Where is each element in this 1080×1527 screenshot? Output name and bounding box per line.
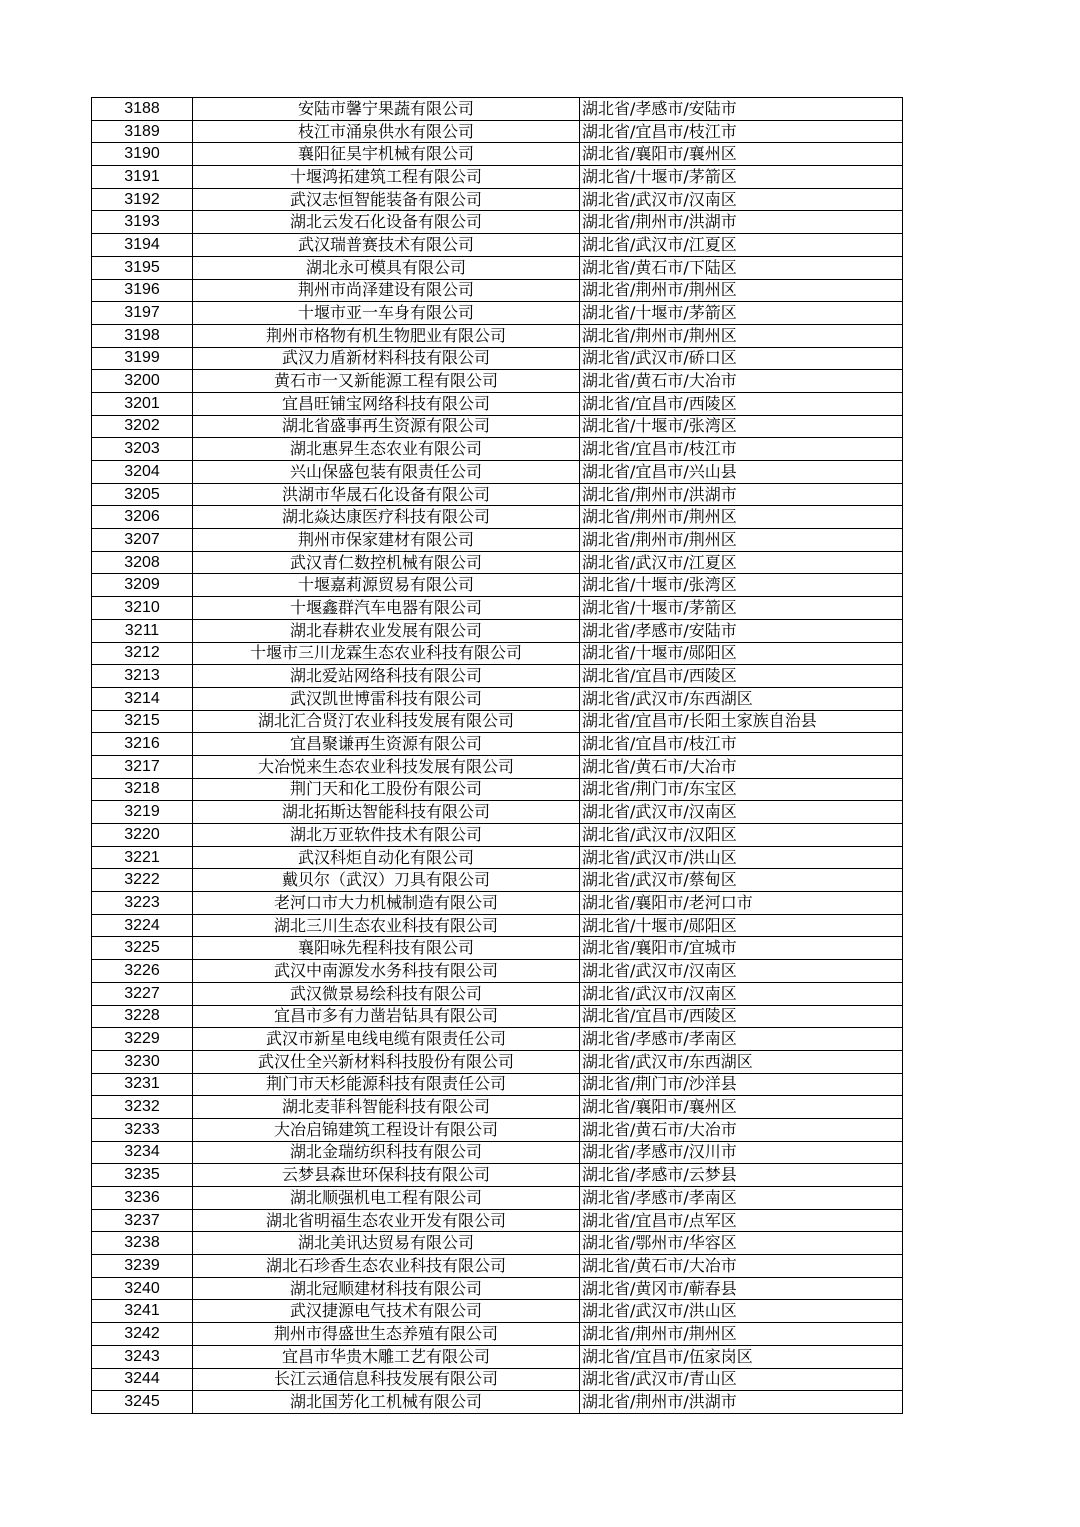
table-row (92, 597, 903, 620)
row-number: 3245 (92, 1391, 193, 1414)
row-number: 3208 (92, 551, 193, 574)
table-row (92, 506, 903, 529)
company-name: 武汉青仁数控机械有限公司 (193, 551, 580, 574)
table-row (92, 1209, 903, 1232)
region-path: 湖北省/宜昌市/枝江市 (580, 733, 903, 756)
region-path: 湖北省/宜昌市/枝江市 (580, 120, 903, 143)
row-number: 3201 (92, 392, 193, 415)
region-path: 湖北省/武汉市/汉南区 (580, 188, 903, 211)
company-name: 湖北春耕农业发展有限公司 (193, 619, 580, 642)
region-path: 湖北省/孝感市/汉川市 (580, 1141, 903, 1164)
table-row (92, 733, 903, 756)
row-number: 3241 (92, 1300, 193, 1323)
company-name: 武汉凯世博雷科技有限公司 (193, 687, 580, 710)
table-row (92, 1118, 903, 1141)
table-row (92, 1277, 903, 1300)
row-number: 3226 (92, 960, 193, 983)
region-path: 湖北省/荆州市/荆州区 (580, 529, 903, 552)
row-number: 3222 (92, 869, 193, 892)
row-number: 3243 (92, 1345, 193, 1368)
table-row (92, 1300, 903, 1323)
row-number: 3210 (92, 597, 193, 620)
row-number: 3220 (92, 824, 193, 847)
company-name: 湖北永可模具有限公司 (193, 256, 580, 279)
company-name: 十堰嘉莉源贸易有限公司 (193, 574, 580, 597)
row-number: 3211 (92, 619, 193, 642)
region-path: 湖北省/黄石市/下陆区 (580, 256, 903, 279)
region-path: 湖北省/襄阳市/襄州区 (580, 143, 903, 166)
company-name: 荆州市格物有机生物肥业有限公司 (193, 324, 580, 347)
table-row (92, 1050, 903, 1073)
region-path: 湖北省/孝感市/安陆市 (580, 619, 903, 642)
row-number: 3239 (92, 1255, 193, 1278)
company-name: 武汉捷源电气技术有限公司 (193, 1300, 580, 1323)
table-row (92, 642, 903, 665)
region-path: 湖北省/十堰市/茅箭区 (580, 166, 903, 189)
table-row (92, 755, 903, 778)
table-row (92, 982, 903, 1005)
table-row (92, 1232, 903, 1255)
company-name: 湖北麦菲科智能科技有限公司 (193, 1096, 580, 1119)
company-name: 枝江市涌泉供水有限公司 (193, 120, 580, 143)
company-name: 湖北汇合贤汀农业科技发展有限公司 (193, 710, 580, 733)
company-name: 湖北三川生态农业科技有限公司 (193, 914, 580, 937)
region-path: 湖北省/十堰市/郧阳区 (580, 642, 903, 665)
table-row (92, 1323, 903, 1346)
row-number: 3238 (92, 1232, 193, 1255)
region-path: 湖北省/宜昌市/兴山县 (580, 461, 903, 484)
table-row (92, 619, 903, 642)
row-number: 3214 (92, 687, 193, 710)
region-path: 湖北省/武汉市/江夏区 (580, 551, 903, 574)
region-path: 湖北省/武汉市/江夏区 (580, 234, 903, 257)
table-row (92, 279, 903, 302)
region-path: 湖北省/武汉市/东西湖区 (580, 687, 903, 710)
region-path: 湖北省/十堰市/茅箭区 (580, 302, 903, 325)
table-row (92, 188, 903, 211)
company-name: 湖北云发石化设备有限公司 (193, 211, 580, 234)
table-row (92, 166, 903, 189)
region-path: 湖北省/十堰市/张湾区 (580, 415, 903, 438)
region-path: 湖北省/武汉市/汉阳区 (580, 824, 903, 847)
table-row (92, 120, 903, 143)
table-row (92, 892, 903, 915)
table-row (92, 1255, 903, 1278)
company-name: 武汉科炬自动化有限公司 (193, 846, 580, 869)
region-path: 湖北省/十堰市/茅箭区 (580, 597, 903, 620)
table-row (92, 461, 903, 484)
table-row (92, 687, 903, 710)
region-path: 湖北省/武汉市/青山区 (580, 1368, 903, 1391)
region-path: 湖北省/荆州市/洪湖市 (580, 1391, 903, 1414)
row-number: 3188 (92, 98, 193, 121)
company-name: 湖北石珍香生态农业科技有限公司 (193, 1255, 580, 1278)
region-path: 湖北省/荆州市/荆州区 (580, 506, 903, 529)
row-number: 3206 (92, 506, 193, 529)
row-number: 3235 (92, 1164, 193, 1187)
company-name: 武汉志恒智能装备有限公司 (193, 188, 580, 211)
region-path: 湖北省/荆州市/洪湖市 (580, 483, 903, 506)
company-name: 湖北焱达康医疗科技有限公司 (193, 506, 580, 529)
table-row (92, 574, 903, 597)
region-path: 湖北省/襄阳市/宜城市 (580, 937, 903, 960)
region-path: 湖北省/孝感市/孝南区 (580, 1028, 903, 1051)
row-number: 3237 (92, 1209, 193, 1232)
table-row (92, 347, 903, 370)
table-row (92, 1141, 903, 1164)
company-name: 湖北金瑞纺织科技有限公司 (193, 1141, 580, 1164)
table-row (92, 302, 903, 325)
table-row (92, 801, 903, 824)
company-name: 荆州市得盛世生态养殖有限公司 (193, 1323, 580, 1346)
table-row (92, 1096, 903, 1119)
table-row (92, 937, 903, 960)
row-number: 3203 (92, 438, 193, 461)
table-row (92, 370, 903, 393)
company-name: 十堰市亚一车身有限公司 (193, 302, 580, 325)
company-name: 安陆市馨宁果蔬有限公司 (193, 98, 580, 121)
table-row (92, 392, 903, 415)
company-name: 长江云通信息科技发展有限公司 (193, 1368, 580, 1391)
company-name: 襄阳征昊宇机械有限公司 (193, 143, 580, 166)
company-name: 大冶启锦建筑工程设计有限公司 (193, 1118, 580, 1141)
region-path: 湖北省/黄石市/大冶市 (580, 1255, 903, 1278)
row-number: 3195 (92, 256, 193, 279)
table-row (92, 824, 903, 847)
row-number: 3215 (92, 710, 193, 733)
company-name: 湖北省盛事再生资源有限公司 (193, 415, 580, 438)
company-name: 十堰市三川龙霖生态农业科技有限公司 (193, 642, 580, 665)
region-path: 湖北省/宜昌市/点军区 (580, 1209, 903, 1232)
company-name: 兴山保盛包装有限责任公司 (193, 461, 580, 484)
table-row (92, 98, 903, 121)
row-number: 3227 (92, 982, 193, 1005)
company-name: 襄阳咏先程科技有限公司 (193, 937, 580, 960)
company-name: 戴贝尔（武汉）刀具有限公司 (193, 869, 580, 892)
row-number: 3225 (92, 937, 193, 960)
row-number: 3204 (92, 461, 193, 484)
region-path: 湖北省/孝感市/云梦县 (580, 1164, 903, 1187)
row-number: 3209 (92, 574, 193, 597)
company-name: 十堰鑫群汽车电器有限公司 (193, 597, 580, 620)
table-row (92, 1368, 903, 1391)
row-number: 3233 (92, 1118, 193, 1141)
row-number: 3234 (92, 1141, 193, 1164)
table-row (92, 960, 903, 983)
company-name: 云梦县森世环保科技有限公司 (193, 1164, 580, 1187)
company-list-table (91, 97, 903, 1414)
company-name: 荆州市尚泽建设有限公司 (193, 279, 580, 302)
table-row (92, 234, 903, 257)
region-path: 湖北省/孝感市/孝南区 (580, 1187, 903, 1210)
company-name: 湖北惠昇生态农业有限公司 (193, 438, 580, 461)
row-number: 3205 (92, 483, 193, 506)
region-path: 湖北省/宜昌市/长阳土家族自治县 (580, 710, 903, 733)
row-number: 3236 (92, 1187, 193, 1210)
region-path: 湖北省/荆门市/沙洋县 (580, 1073, 903, 1096)
table-row (92, 1391, 903, 1414)
row-number: 3202 (92, 415, 193, 438)
company-name: 武汉瑞普赛技术有限公司 (193, 234, 580, 257)
company-name: 武汉中南源发水务科技有限公司 (193, 960, 580, 983)
company-name: 洪湖市华晟石化设备有限公司 (193, 483, 580, 506)
row-number: 3199 (92, 347, 193, 370)
row-number: 3196 (92, 279, 193, 302)
table-body (92, 98, 903, 1414)
region-path: 湖北省/宜昌市/枝江市 (580, 438, 903, 461)
row-number: 3213 (92, 665, 193, 688)
row-number: 3244 (92, 1368, 193, 1391)
region-path: 湖北省/黄石市/大冶市 (580, 370, 903, 393)
region-path: 湖北省/武汉市/洪山区 (580, 846, 903, 869)
region-path: 湖北省/荆州市/洪湖市 (580, 211, 903, 234)
row-number: 3223 (92, 892, 193, 915)
region-path: 湖北省/荆门市/东宝区 (580, 778, 903, 801)
company-name: 湖北顺强机电工程有限公司 (193, 1187, 580, 1210)
row-number: 3190 (92, 143, 193, 166)
company-name: 宜昌旺铺宝网络科技有限公司 (193, 392, 580, 415)
table-row (92, 1345, 903, 1368)
table-row (92, 211, 903, 234)
company-name: 湖北冠顺建材科技有限公司 (193, 1277, 580, 1300)
table-row (92, 1187, 903, 1210)
row-number: 3232 (92, 1096, 193, 1119)
table-row (92, 483, 903, 506)
region-path: 湖北省/鄂州市/华容区 (580, 1232, 903, 1255)
row-number: 3242 (92, 1323, 193, 1346)
row-number: 3230 (92, 1050, 193, 1073)
row-number: 3231 (92, 1073, 193, 1096)
table-row (92, 143, 903, 166)
table-row (92, 710, 903, 733)
company-name: 湖北国芳化工机械有限公司 (193, 1391, 580, 1414)
region-path: 湖北省/武汉市/汉南区 (580, 801, 903, 824)
region-path: 湖北省/宜昌市/西陵区 (580, 665, 903, 688)
table-row (92, 869, 903, 892)
row-number: 3189 (92, 120, 193, 143)
region-path: 湖北省/十堰市/张湾区 (580, 574, 903, 597)
region-path: 湖北省/十堰市/郧阳区 (580, 914, 903, 937)
table-row (92, 415, 903, 438)
table-row (92, 1164, 903, 1187)
table-row (92, 1005, 903, 1028)
region-path: 湖北省/荆州市/荆州区 (580, 1323, 903, 1346)
region-path: 湖北省/襄阳市/老河口市 (580, 892, 903, 915)
row-number: 3212 (92, 642, 193, 665)
region-path: 湖北省/黄石市/大冶市 (580, 755, 903, 778)
row-number: 3228 (92, 1005, 193, 1028)
company-name: 武汉力盾新材料科技有限公司 (193, 347, 580, 370)
company-name: 荆门市天杉能源科技有限责任公司 (193, 1073, 580, 1096)
region-path: 湖北省/武汉市/硚口区 (580, 347, 903, 370)
company-name: 武汉市新星电线电缆有限责任公司 (193, 1028, 580, 1051)
row-number: 3218 (92, 778, 193, 801)
region-path: 湖北省/荆州市/荆州区 (580, 324, 903, 347)
row-number: 3193 (92, 211, 193, 234)
table-row (92, 1028, 903, 1051)
row-number: 3217 (92, 755, 193, 778)
company-name: 武汉微景易绘科技有限公司 (193, 982, 580, 1005)
table-row (92, 529, 903, 552)
company-name: 荆州市保家建材有限公司 (193, 529, 580, 552)
company-name: 湖北拓斯达智能科技有限公司 (193, 801, 580, 824)
region-path: 湖北省/黄石市/大冶市 (580, 1118, 903, 1141)
row-number: 3192 (92, 188, 193, 211)
row-number: 3198 (92, 324, 193, 347)
row-number: 3216 (92, 733, 193, 756)
region-path: 湖北省/宜昌市/伍家岗区 (580, 1345, 903, 1368)
region-path: 湖北省/武汉市/东西湖区 (580, 1050, 903, 1073)
table-row (92, 551, 903, 574)
region-path: 湖北省/孝感市/安陆市 (580, 98, 903, 121)
region-path: 湖北省/襄阳市/襄州区 (580, 1096, 903, 1119)
table-row (92, 256, 903, 279)
company-name: 宜昌市多有力凿岩钻具有限公司 (193, 1005, 580, 1028)
company-name: 湖北万亚软件技术有限公司 (193, 824, 580, 847)
row-number: 3191 (92, 166, 193, 189)
row-number: 3207 (92, 529, 193, 552)
row-number: 3224 (92, 914, 193, 937)
region-path: 湖北省/武汉市/蔡甸区 (580, 869, 903, 892)
company-name: 十堰鸿拓建筑工程有限公司 (193, 166, 580, 189)
row-number: 3240 (92, 1277, 193, 1300)
company-name: 湖北省明福生态农业开发有限公司 (193, 1209, 580, 1232)
row-number: 3221 (92, 846, 193, 869)
row-number: 3200 (92, 370, 193, 393)
region-path: 湖北省/武汉市/洪山区 (580, 1300, 903, 1323)
region-path: 湖北省/黄冈市/蕲春县 (580, 1277, 903, 1300)
region-path: 湖北省/武汉市/汉南区 (580, 960, 903, 983)
region-path: 湖北省/宜昌市/西陵区 (580, 1005, 903, 1028)
row-number: 3197 (92, 302, 193, 325)
table-row (92, 914, 903, 937)
row-number: 3219 (92, 801, 193, 824)
region-path: 湖北省/荆州市/荆州区 (580, 279, 903, 302)
table-row (92, 846, 903, 869)
company-name: 湖北爱站网络科技有限公司 (193, 665, 580, 688)
company-name: 湖北美讯达贸易有限公司 (193, 1232, 580, 1255)
table-row (92, 438, 903, 461)
company-name: 大冶悦来生态农业科技发展有限公司 (193, 755, 580, 778)
region-path: 湖北省/宜昌市/西陵区 (580, 392, 903, 415)
row-number: 3194 (92, 234, 193, 257)
row-number: 3229 (92, 1028, 193, 1051)
table-row (92, 778, 903, 801)
table-row (92, 324, 903, 347)
table-row (92, 1073, 903, 1096)
table-row (92, 665, 903, 688)
company-name: 老河口市大力机械制造有限公司 (193, 892, 580, 915)
company-name: 宜昌聚谦再生资源有限公司 (193, 733, 580, 756)
company-name: 荆门天和化工股份有限公司 (193, 778, 580, 801)
company-name: 宜昌市华贵木雕工艺有限公司 (193, 1345, 580, 1368)
region-path: 湖北省/武汉市/汉南区 (580, 982, 903, 1005)
company-name: 黄石市一又新能源工程有限公司 (193, 370, 580, 393)
company-name: 武汉仕全兴新材料科技股份有限公司 (193, 1050, 580, 1073)
